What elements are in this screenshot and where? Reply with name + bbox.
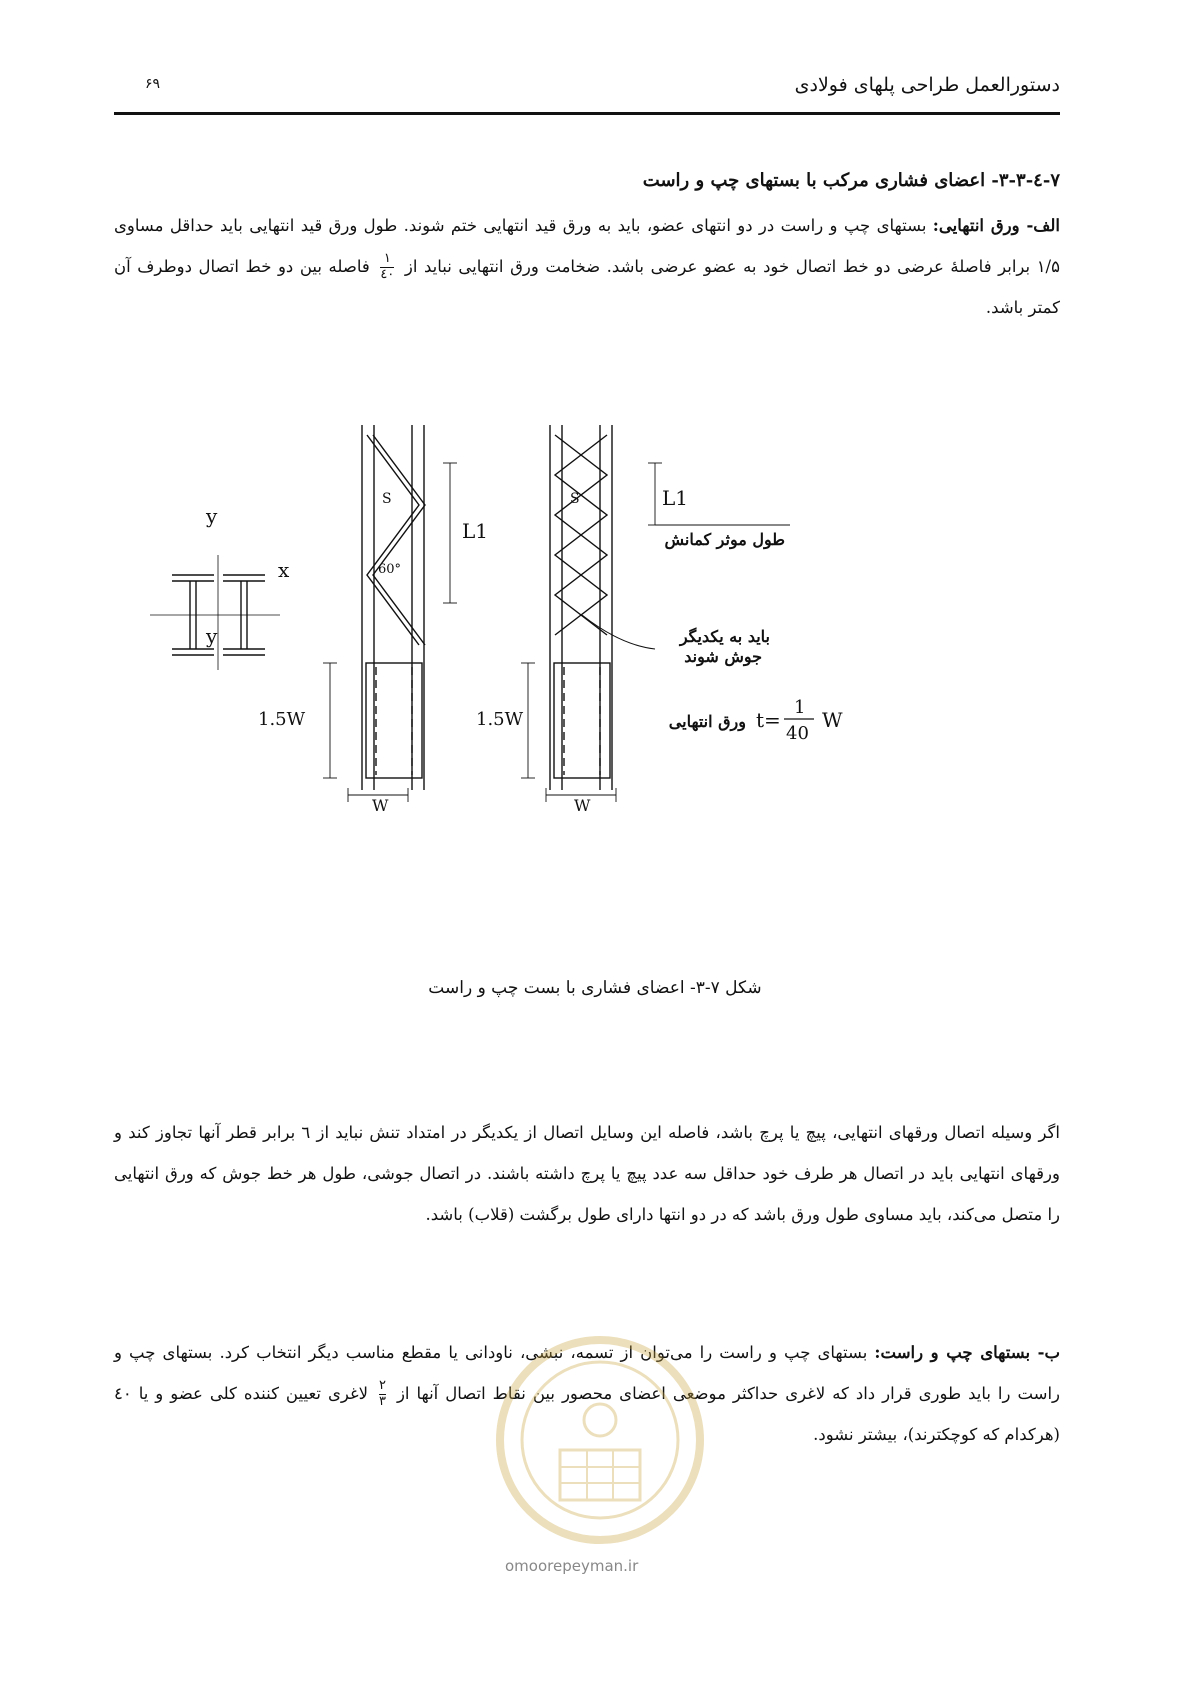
label-t-den: 40 — [786, 723, 809, 744]
label-angle: 60° — [378, 562, 402, 577]
paragraph-lacing-label: ب- بستهای چپ و راست: — [874, 1343, 1060, 1362]
label-s-right: S — [570, 491, 580, 507]
watermark-site: omoorepeyman.ir — [505, 1557, 639, 1575]
fraction-denominator: ۳ — [378, 1394, 386, 1409]
right-column — [521, 425, 790, 802]
label-t-w: W — [822, 708, 843, 732]
fraction-numerator: ۲ — [378, 1378, 386, 1393]
page-number: ۶۹ — [145, 76, 161, 92]
left-column — [323, 425, 457, 802]
label-buckling-length: طول موثر کمانش — [664, 530, 785, 549]
section-icon — [150, 555, 280, 670]
paragraph-connection: اگر وسیله اتصال ورقهای انتهایی، پیچ یا پرچ باشد، فاصله این وسایل اتصال از یکدیگر در امتداد تنش نباید از ٦ برابر قطر آنها تجاوز کند و ورقهای انتهایی باید در اتصال هر طرف خود حداقل سه عدد پیچ یا پرچ داشته باشند. در اتصال جوشی، طول هر خط جوش که ورق انتهایی را متصل می‌کند، باید مساوی طول ورق باشد که در دو انتها دارای طول برگشت (قلاب) باشد. — [114, 1123, 1061, 1224]
figure-laced-members — [150, 415, 930, 845]
fraction-numerator: ۱ — [383, 251, 391, 266]
label-w-left: W — [372, 796, 389, 815]
paragraph-lacing-text: بستهای چپ و راست را می‌توان از تسمه، نبشی، ناودانی یا مقطع مناسب دیگر انتخاب کرد. بستهای چپ و راست را باید طوری قرار داد که لاغری حداکثر موضعی اعضای محصور بین نقاط اتصال آنها از — [114, 1343, 1061, 1403]
label-y-bottom: y — [206, 624, 218, 648]
header-rule — [114, 112, 1060, 115]
figure-drawing — [150, 415, 930, 845]
label-weld-note-1: باید به یکدیگر — [679, 627, 770, 646]
label-y-top: y — [206, 504, 218, 528]
paragraph-end-plate-label: الف- ورق انتهایی: — [932, 216, 1060, 235]
label-l1-left: L1 — [462, 519, 489, 543]
section-heading: ۷-٤-۳-۳- اعضای فشاری مرکب با بستهای چپ و راست — [642, 170, 1060, 191]
label-1-5w-left: 1.5W — [258, 709, 306, 730]
label-s-left: S — [382, 491, 392, 507]
label-w-right: W — [574, 796, 591, 815]
paragraph-end-plate-text-2: فاصله بین دو خط اتصال دوطرف آن کمتر باشد. — [114, 257, 1060, 317]
label-t-eq: t= — [756, 708, 781, 732]
fraction-one-fortieth — [380, 252, 394, 283]
fraction-two-thirds — [379, 1379, 386, 1410]
figure-caption: شکل ۷-۳- اعضای فشاری با بست چپ و راست — [428, 978, 762, 998]
header-title: دستورالعمل طراحی پلهای فولادی — [794, 74, 1060, 96]
paragraph-end-plate-text: بستهای چپ و راست در دو انتهای عضو، باید به ورق قید انتهایی ختم شوند. طول ورق قید انتهایی باید حداقل مساوی ۱/۵ برابر فاصلهٔ عرضی دو خط اتصال خود به عضو عرضی باشد. ضخامت ورق انتهایی نباید از — [114, 216, 1060, 276]
label-1-5w-right: 1.5W — [476, 709, 524, 730]
label-l1-right: L1 — [662, 486, 689, 510]
paragraph-end-plate — [114, 205, 1060, 328]
label-weld-note-2: جوش شوند — [684, 647, 762, 666]
paragraph-lacing-text-2: لاغری تعیین کننده کلی عضو و یا ٤۰ (هرکدام که کوچکترند)، بیشتر نشود. — [114, 1384, 1060, 1444]
fraction-denominator: ٤۰ — [380, 267, 395, 282]
label-x: x — [278, 558, 290, 582]
label-t-num: 1 — [794, 697, 806, 718]
watermark-seal-icon — [490, 1330, 710, 1550]
label-end-plate: ورق انتهایی — [668, 712, 746, 731]
